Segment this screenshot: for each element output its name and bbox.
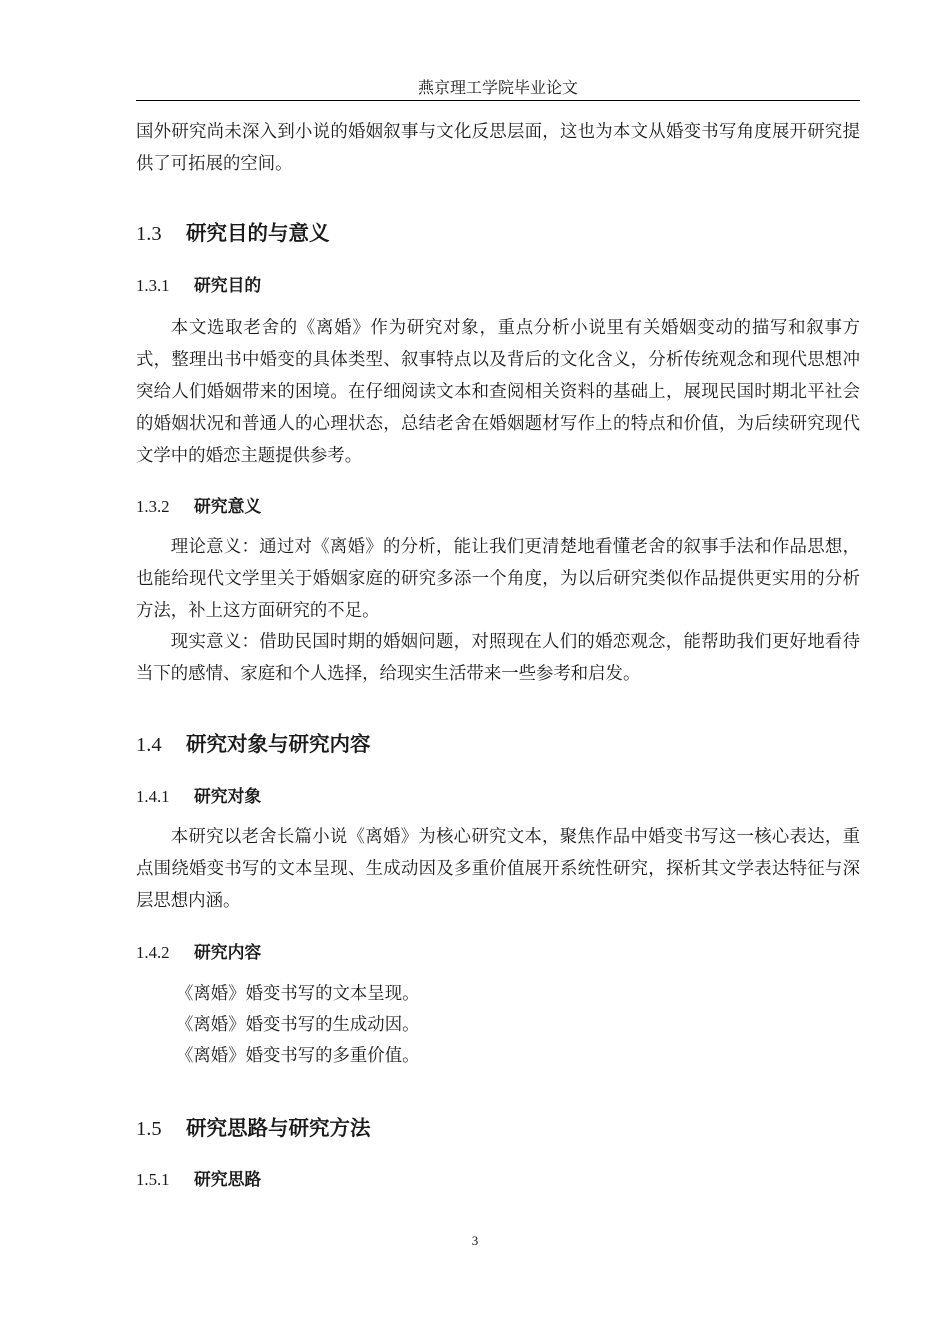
- section-number: 1.4: [136, 734, 162, 756]
- subsection-title: 研究对象: [194, 786, 262, 806]
- header-rule: [136, 100, 860, 101]
- page-number: 3: [471, 1233, 479, 1248]
- subsection-title: 研究意义: [194, 496, 262, 516]
- section-title: 研究对象与研究内容: [186, 732, 371, 756]
- paragraph-continuation: 国外研究尚未深入到小说的婚姻叙事与文化反思层面，这也为本文从婚变书写角度展开研究提供了可拓展的空间。: [136, 122, 860, 174]
- subsection-title: 研究内容: [194, 942, 262, 962]
- section-number: 1.5: [136, 1118, 162, 1140]
- subsection-title: 研究目的: [194, 275, 262, 295]
- running-header: 燕京理工学院毕业论文: [417, 78, 578, 97]
- section-number: 1.3: [136, 223, 162, 245]
- section-heading-1-4: [136, 729, 371, 760]
- subsection-number: 1.4.2: [136, 943, 170, 962]
- paragraph-research-object: 本研究以老舍长篇小说《离婚》为核心研究文本，聚焦作品中婚变书写这一核心表达，重点围绕婚变书写的文本呈现、生成动因及多重价值展开系统性研究，探析其文学表达特征与深层思想内涵。: [136, 827, 860, 911]
- subsection-number: 1.3.1: [136, 276, 170, 295]
- subsection-heading-1-4-2: [136, 939, 261, 966]
- subsection-heading-1-5-1: [136, 1166, 261, 1193]
- paragraph-theoretical-significance: 理论意义：通过对《离婚》的分析，能让我们更清楚地看懂老舍的叙事手法和作品思想，也能给现代文学里关于婚姻家庭的研究多添一个角度，为以后研究类似作品提供更实用的分析方法，补上这方面研究的不足。: [136, 537, 860, 621]
- subsection-number: 1.4.1: [136, 787, 170, 806]
- section-heading-1-5: [136, 1113, 371, 1144]
- subsection-title: 研究思路: [194, 1169, 262, 1189]
- subsection-heading-1-3-1: [136, 272, 261, 299]
- subsection-number: 1.3.2: [136, 497, 170, 516]
- list-item: 《离婚》婚变书写的文本呈现。: [176, 984, 420, 1004]
- section-title: 研究目的与意义: [186, 221, 330, 245]
- list-item: 《离婚》婚变书写的多重价值。: [176, 1046, 420, 1066]
- section-heading-1-3: [136, 218, 330, 249]
- list-item: 《离婚》婚变书写的生成动因。: [176, 1015, 420, 1035]
- subsection-heading-1-3-2: [136, 493, 261, 520]
- subsection-number: 1.5.1: [136, 1170, 170, 1189]
- paragraph-research-purpose: 本文选取老舍的《离婚》作为研究对象，重点分析小说里有关婚姻变动的描写和叙事方式，整理出书中婚变的具体类型、叙事特点以及背后的文化含义，分析传统观念和现代思想冲突给人们婚姻带来的困境。在仔细阅读文本和查阅相关资料的基础上，展现民国时期北平社会的婚姻状况和普通人的心理状态，总结老舍在婚姻题材写作上的特点和价值，为后续研究现代文学中的婚恋主题提供参考。: [136, 318, 860, 466]
- paragraph-practical-significance: 现实意义：借助民国时期的婚姻问题，对照现在人们的婚恋观念，能帮助我们更好地看待当下的感情、家庭和个人选择，给现实生活带来一些参考和启发。: [136, 632, 860, 684]
- section-title: 研究思路与研究方法: [186, 1116, 371, 1140]
- subsection-heading-1-4-1: [136, 783, 261, 810]
